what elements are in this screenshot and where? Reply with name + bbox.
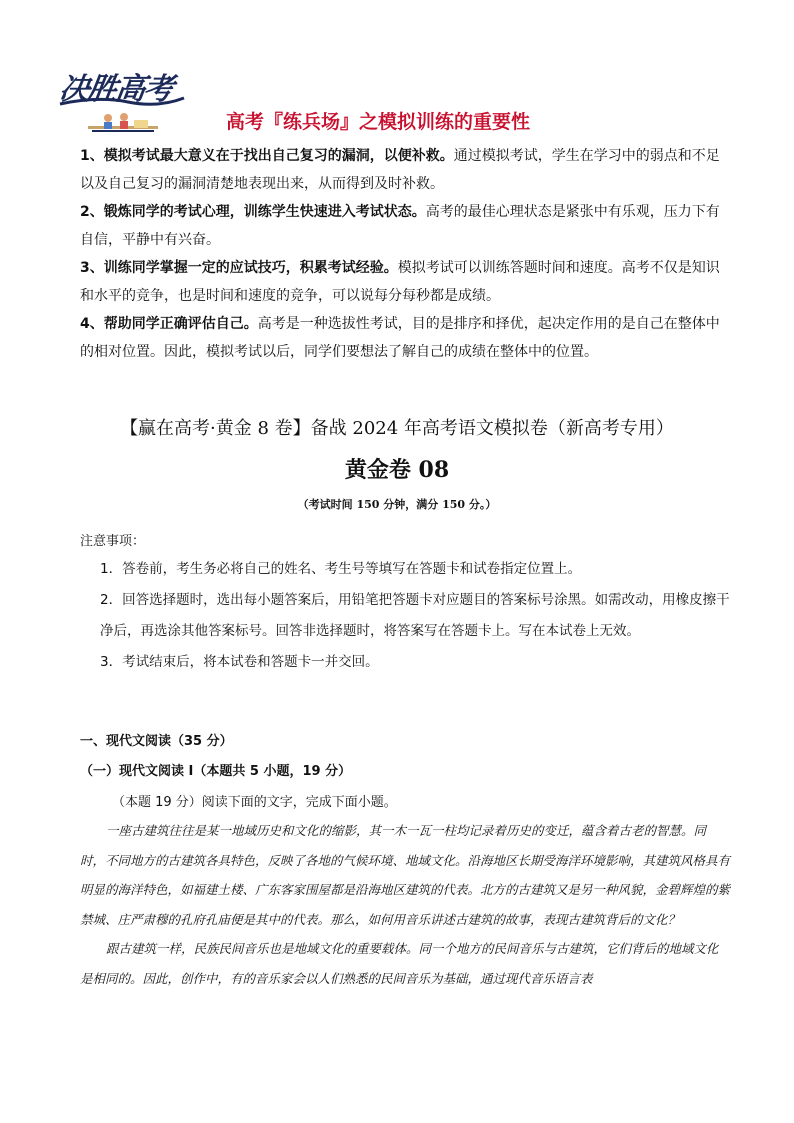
intro-item-bold: 2、锻炼同学的考试心理，训练学生快速进入考试状态。: [80, 204, 426, 220]
subsection-heading: [80, 760, 351, 779]
notice-item: 2．回答选择题时，选出每小题答案后，用铅笔把答题卡对应题目的答案标号涂黑。如需改动，用橡皮擦干净后，再选涂其他答案标号。回答非选择题时，将答案写在答题卡上。写在本试卷上无效。: [100, 592, 730, 639]
intro-item-text: 通过模拟考试，学生在学习中的弱点和不足以及自己复习的漏洞清楚地表现出来，从而得到及时补救。: [80, 148, 720, 192]
intro-item: [80, 142, 730, 198]
exam-time-note: （考试时间 150 分钟，满分 150 分。）: [297, 498, 497, 511]
notice-heading: 注意事项：: [80, 534, 146, 549]
reading-passage: [80, 816, 730, 993]
intro-item-bold: 1、模拟考试最大意义在于找出自己复习的漏洞，以便补救。: [80, 148, 454, 164]
subsection-label: （一）现代文阅读 Ⅰ（本题共 5 小题，19 分）: [80, 764, 352, 779]
intro-item: [80, 310, 730, 366]
intro-item-text: 高考的最佳心理状态是紧张中有乐观，压力下有自信，平静中有兴奋。: [80, 204, 720, 248]
intro-item-text: 高考是一种选拔性考试，目的是排序和择优，起决定作用的是自己在整体中的相对位置。因此，模拟考试以后，同学们要想法了解自己的成绩在整体中的位置。: [80, 316, 720, 360]
exam-banner: 【赢在高考·黄金 8 卷】备战 2024 年高考语文模拟卷（新高考专用）: [120, 418, 674, 439]
intro-item: [80, 198, 730, 254]
passage-paragraph: 一座古建筑往往是某一地域历史和文化的缩影，其一木一瓦一柱均记录着历史的变迁，蕴含着古老的智慧。同时，不同地方的古建筑各具特色，反映了各地的气候环境、地域文化。沿海地区长期受海洋环境影响，其建筑风格具有明显的海洋特色，如福建土楼、广东客家围屋都是沿海地区建筑的代表。北方的古建筑又是另一种风貌，金碧辉煌的紫禁城、庄严肃穆的孔府孔庙便是其中的代表。那么，如何用音乐讲述古建筑的故事，表现古建筑背后的文化？: [80, 823, 731, 927]
intro-item: [80, 254, 730, 310]
passage-paragraph: 跟古建筑一样，民族民间音乐也是地域文化的重要载体。同一个地方的民间音乐与古建筑，它们背后的地域文化是相同的。因此，创作中，有的音乐家会以人们熟悉的民间音乐为基础，通过现代音乐语言表: [80, 941, 719, 986]
intro-item-bold: 4、帮助同学正确评估自己。: [80, 316, 258, 332]
intro-list: [80, 142, 730, 366]
brand-logo: [58, 58, 188, 140]
logo-text: 决胜高考: [57, 72, 174, 107]
notice-item: 3．考试结束后，将本试卷和答题卡一并交回。: [100, 654, 379, 670]
intro-item-bold: 3、训练同学掌握一定的应试技巧，积累考试经验。: [80, 260, 398, 276]
logo-students-icon: [88, 108, 158, 138]
exam-title: 黄金卷 08: [344, 457, 450, 483]
question-prompt: （本题 19 分）阅读下面的文字，完成下面小题。: [112, 795, 397, 810]
section-heading: 一、现代文阅读（35 分）: [80, 734, 233, 749]
page-title: 高考『练兵场』之模拟训练的重要性: [226, 111, 531, 133]
notice-item: 1．答卷前，考生务必将自己的姓名、考生号等填写在答题卡和试卷指定位置上。: [100, 561, 582, 577]
notice-list: [100, 554, 730, 678]
intro-item-text: 模拟考试可以训练答题时间和速度。高考不仅是知识和水平的竞争，也是时间和速度的竞争，可以说每分每秒都是成绩。: [80, 260, 720, 304]
logo-brush-swoosh-icon: [58, 94, 186, 108]
